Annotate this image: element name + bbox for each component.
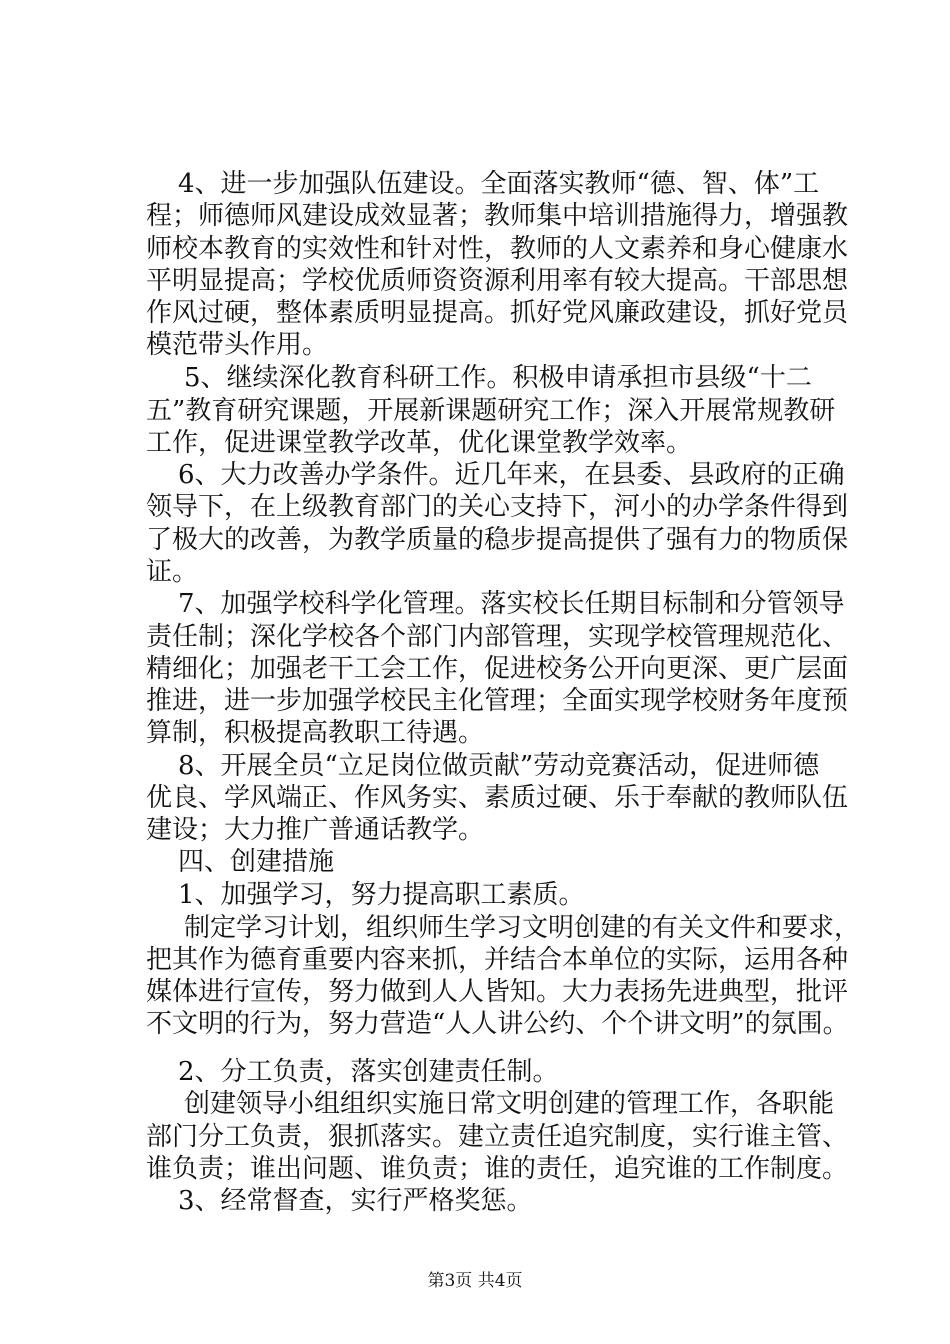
text-line: 算制，积极提高教职工待遇。	[146, 718, 485, 749]
section-heading: 四、创建措施	[178, 847, 335, 878]
text-line: 优良、学风端正、作风务实、素质过硬、乐于奉献的教师队伍	[146, 782, 849, 813]
text-line: 媒体进行宣传，努力做到人人皆知。大力表扬先进典型，批评	[146, 977, 849, 1008]
text-line: 了极大的改善，为教学质量的稳步提高提供了强有力的物质保	[146, 524, 849, 555]
text-line: 5、继续深化教育科研工作。积极申请承担市县级“十二	[184, 363, 812, 394]
text-line: 精细化；加强老干工会工作，促进校务公开向更深、更广层面	[146, 653, 849, 684]
text-line: 7、加强学校科学化管理。落实校长任期目标制和分管领导	[178, 589, 845, 620]
text-line: 谁负责；谁出问题、谁负责；谁的责任，追究谁的工作制度。	[146, 1153, 849, 1184]
text-line: 6、大力改善办学条件。近几年来，在县委、县政府的正确	[178, 460, 845, 491]
text-line: 证。	[146, 557, 199, 587]
text-line: 平明显提高；学校优质师资资源利用率有较大提高。干部思想	[146, 265, 849, 296]
text-line: 模范带头作用。	[146, 330, 329, 361]
text-line: 1、加强学习，努力提高职工素质。	[178, 879, 585, 910]
text-line: 3、经常督查，实行严格奖惩。	[178, 1186, 533, 1216]
text-line: 作风过硬，整体素质明显提高。抓好党风廉政建设，抓好党员	[146, 298, 849, 328]
text-line: 部门分工负责，狠抓落实。建立责任追究制度，实行谁主管、	[146, 1121, 849, 1152]
text-line: 师校本教育的实效性和针对性，教师的人文素养和身心健康水	[146, 233, 849, 264]
text-line: 推进，进一步加强学校民主化管理；全面实现学校财务年度预	[146, 686, 849, 716]
text-line: 工作，促进课堂教学改革，优化课堂教学效率。	[146, 427, 693, 458]
text-line: 2、分工负责，落实创建责任制。	[178, 1057, 559, 1087]
text-line: 五”教育研究课题，开展新课题研究工作；深入开展常规教研	[146, 395, 836, 426]
text-line: 建设；大力推广普通话教学。	[146, 815, 485, 845]
text-line: 领导下，在上级教育部门的关心支持下，河小的办学条件得到	[146, 492, 849, 523]
text-line: 不文明的行为，努力营造“人人讲公约、个个讲文明”的氛围。	[146, 1009, 849, 1040]
text-line: 程；师德师风建设成效显著；教师集中培训措施得力，增强教	[146, 201, 849, 232]
text-line: 把其作为德育重要内容来抓，并结合本单位的实际，运用各种	[146, 944, 849, 975]
text-line: 责任制；深化学校各个部门内部管理，实现学校管理规范化、	[146, 621, 849, 652]
text-line: 4、进一步加强队伍建设。全面落实教师“德、智、体”工	[178, 169, 820, 199]
page-number-footer: 第3页 共4页	[427, 1271, 523, 1291]
text-line: 8、开展全员“立足岗位做贡献”劳动竞赛活动，促进师德	[178, 750, 820, 781]
text-line: 创建领导小组组织实施日常文明创建的管理工作，各职能	[184, 1089, 835, 1120]
text-line: 制定学习计划，组织师生学习文明创建的有关文件和要求，	[184, 912, 861, 943]
